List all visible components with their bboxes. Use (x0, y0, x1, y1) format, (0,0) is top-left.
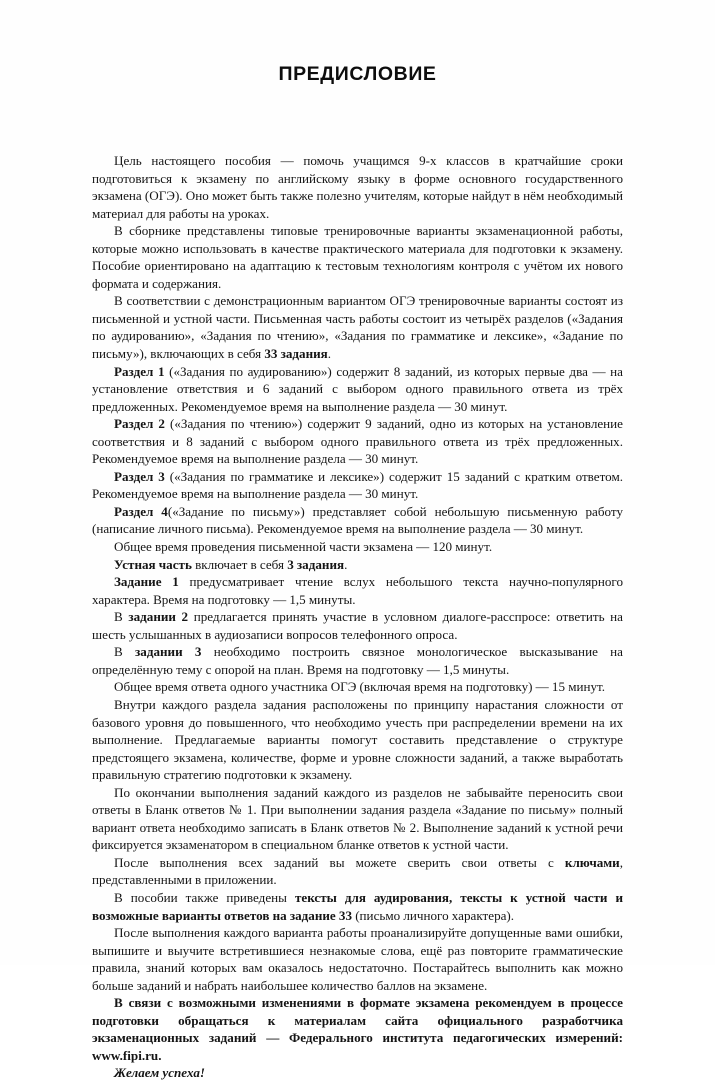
paragraph-review-advice (92, 924, 623, 994)
emphasis-3-tasks: 3 задания (287, 556, 345, 572)
paragraph-text-tail: . (344, 556, 348, 572)
paragraph-text: В пособии также приведены (114, 889, 295, 905)
paragraph-text-tail: («Задания по чтению») содержит 9 заданий, одно из которых на установление соответствия и 8 заданий с выбором одного правильного ответа из трёх предложенных. Рекомендуемое время на выполнение раздела — 30 минут. (92, 416, 623, 467)
paragraph-text-tail: , представленными в приложении. (92, 854, 623, 888)
page-title: ПРЕДИСЛОВИЕ (278, 63, 437, 85)
emphasis-oral-part: Устная часть (114, 556, 192, 572)
emphasis-section-label: Раздел 2 (114, 416, 165, 432)
emphasis-33-tasks: 33 задания (264, 346, 328, 362)
paragraph-text: В (114, 609, 129, 625)
paragraph-text-tail: («Задания по аудированию») содержит 8 заданий, из которых первые два — на установление ответствия и 6 заданий с выбором одного правильного ответа из трёх предложенных. Рекомендуемое время на выполнение раздела — 30 минут. (92, 363, 623, 414)
paragraph-text: В соответствии с демонстрационным вариантом ОГЭ тренировочные варианты состоят из письменной и устной части. Письменная часть работы состоит из четырёх разделов («Задания по аудированию», «Задания по чтению», «Задания по грамматике и лексике», «Задание по письму»), включающих в себя (92, 293, 623, 362)
emphasis-section-label: Раздел 3 (114, 468, 165, 484)
emphasis-section-label: Раздел 4 (114, 503, 168, 519)
paragraph-collection (92, 222, 623, 292)
paragraph-included-materials (92, 889, 623, 924)
emphasis-task-label: задании 3 (135, 644, 202, 660)
document-body (92, 152, 623, 1082)
paragraph-text: В сборнике представлены типовые тренировочные варианты экзаменационной работы, которые можно использовать в качестве практического материала для подготовки к экзамену. Пособие ориентировано на адаптацию к тестовым технологиям контроля с учётом их нового формата и содержания. (92, 223, 623, 291)
paragraph-section-4 (92, 503, 623, 538)
paragraph-task-1 (92, 573, 623, 608)
paragraph-text: В (114, 644, 136, 660)
emphasis-section-label: Раздел 1 (114, 363, 165, 379)
paragraph-difficulty-order (92, 696, 623, 784)
paragraph-task-2 (92, 608, 623, 643)
paragraph-text: В связи с возможными изменениями в формате экзамена рекомендуем в процессе подготовки обращаться к материалам сайта официального разработчика экзаменационных заданий — Федерального института педагогических измерений: www.fipi.ru. (92, 995, 623, 1063)
paragraph-text-tail: предусматривает чтение вслух небольшого текста научно-популярного характера. Время на подготовку — 1,5 минуты. (92, 574, 624, 607)
paragraph-keys (92, 854, 623, 889)
paragraph-answer-sheets (92, 784, 623, 854)
paragraph-text: Общее время ответа одного участника ОГЭ (включая время на подготовку) — 15 минут. (114, 679, 606, 695)
paragraph-section-3 (92, 468, 623, 503)
paragraph-purpose (92, 152, 623, 222)
emphasis-task-label: задании 2 (128, 609, 189, 625)
paragraph-text: Внутри каждого раздела задания расположены по принципу нарастания сложности от базового уровня до повышенного, что необходимо учесть при распределении времени на их выполнение. Предлагаемые варианты помогут составить представление о структуре предстоящего экзамена, количестве, форме и уровне сложности заданий, а также выработать правильную стратегию подготовки к экзамену. (92, 696, 623, 783)
paragraph-text-tail: («Задания по грамматике и лексике») содержит 15 заданий с кратким ответом. Рекомендуемое время на выполнение раздела — 30 минут. (92, 468, 624, 502)
paragraph-section-1 (92, 363, 623, 416)
paragraph-text-tail: («Задание по письму») представляет собой небольшую письменную работу (написание личного письма). Рекомендуемое время на выполнение раздела — 30 минут. (92, 503, 623, 537)
paragraph-written-total-time (92, 538, 623, 556)
paragraph-oral-part (92, 556, 623, 574)
paragraph-text-tail: . (327, 346, 332, 362)
emphasis-materials: тексты для аудирования, тексты к устной части и возможные варианты ответов на задание 33 (92, 889, 623, 923)
paragraph-text: После выполнения всех заданий вы можете сверить свои ответы с (114, 854, 565, 870)
paragraph-text: Цель настоящего пособия — помочь учащимся 9-х классов в кратчайшие сроки подготовиться к экзамену по английскому языку в форме основного государственного экзамена (ОГЭ). Оно может быть также полезно учителям, которые найдут в нём необходимый материал для работы на уроках. (92, 153, 623, 221)
paragraph-text: По окончании выполнения заданий каждого из разделов не забывайте переносить свои ответы в Бланк ответов № 1. При выполнении задания раздела «Задание по письму» полный вариант ответа необходимо записать в Бланк ответов № 2. Выполнение заданий к устной речи фиксируется экзаменатором в специальном бланке ответов к устной части. (92, 784, 623, 853)
paragraph-text: После выполнения каждого варианта работы проанализируйте допущенные вами ошибки, выпишите и выучите встретившиеся незнакомые слова, ещё раз повторите грамматические правила, знаний которых вам оказалось недостаточно. Постарайтесь выполнить как можно больше заданий и набрать наибольшее количество баллов на экзамене. (92, 925, 623, 993)
paragraph-text-tail: предлагается принять участие в условном диалоге-расспросе: ответить на шесть услышанных в аудиозаписи вопросов телефонного опроса. (92, 609, 623, 642)
paragraph-task-3 (92, 643, 623, 678)
emphasis-keys: ключами (564, 854, 620, 870)
paragraph-fipi-reference (92, 994, 623, 1064)
closing-wish: Желаем успеха! (114, 1065, 205, 1081)
paragraph-section-2 (92, 415, 623, 468)
paragraph-oral-total-time (92, 678, 623, 696)
paragraph-text-tail: необходимо построить связное монологическое высказывание на определённую тему с опорой на план. Время на подготовку — 1,5 минуты. (92, 644, 623, 677)
paragraph-text-tail: (письмо личного характера). (352, 907, 515, 923)
paragraph-structure (92, 292, 623, 362)
emphasis-task-label: Задание 1 (114, 574, 179, 590)
paragraph-text: Общее время проведения письменной части экзамена — 120 минут. (114, 539, 493, 555)
paragraph-text-middle: включает в себя (191, 556, 288, 572)
